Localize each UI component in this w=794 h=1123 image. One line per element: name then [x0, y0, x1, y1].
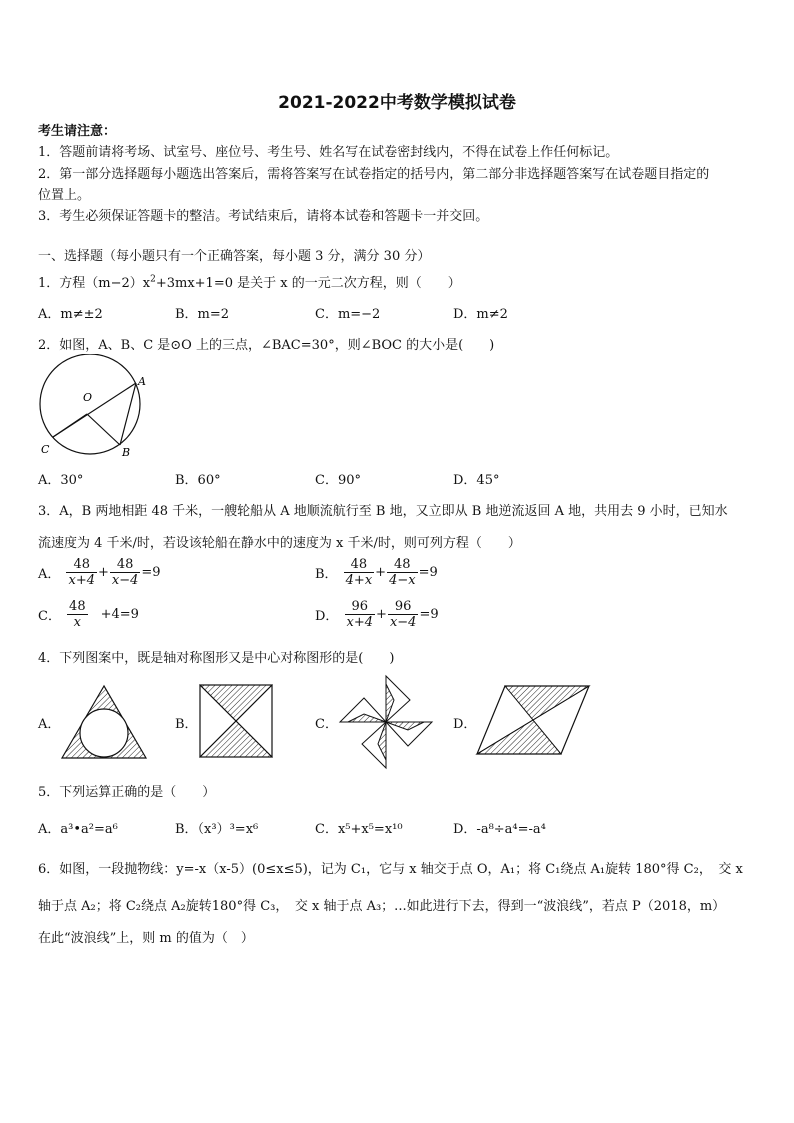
q2-option-a[interactable]: A．30° — [38, 473, 84, 488]
q5-option-a[interactable]: A．a³•a²=a⁶ — [38, 822, 118, 837]
q5-option-b[interactable]: B．（x³）³=x⁶ — [175, 822, 259, 837]
notice-item-2-cont: 位置上。 — [38, 188, 91, 203]
notice-item-1: 1．答题前请将考场、试室号、座位号、考生号、姓名写在试卷密封线内，不得在试卷上作任何标记。 — [38, 145, 619, 160]
q3-option-b[interactable]: B． $\frac{48}{4+x}$ + $\frac{48}{4-x}$ =9 — [315, 557, 438, 588]
notice-item-3: 3．考生必须保证答题卡的整洁。考试结束后，请将本试卷和答题卡一并交回。 — [38, 209, 489, 224]
section-heading: 一、选择题（每小题只有一个正确答案，每小题 3 分，满分 30 分） — [38, 249, 431, 264]
q3-b-label: B． — [315, 567, 338, 582]
q4-option-d[interactable]: D． — [453, 717, 477, 732]
q4-option-a[interactable]: A． — [38, 717, 61, 732]
fraction: $\frac{48}{x-4}$ — [111, 557, 139, 588]
q3-c-label: C． — [38, 609, 61, 624]
notice-heading: 考生请注意： — [38, 124, 117, 139]
q3-option-a[interactable]: A． $\frac{48}{x+4}$ + $\frac{48}{x-4}$ =9 — [38, 557, 161, 588]
notice-item-2: 2．第一部分选择题每小题选出答案后，需将答案写在试卷指定的括号内，第二部分非选择题答案写在试卷题目指定的 — [38, 167, 710, 182]
question-1-stem — [38, 272, 461, 291]
q3-option-d[interactable]: D． $\frac{96}{x+4}$ + $\frac{96}{x-4}$ =9 — [315, 599, 439, 630]
q1-option-b[interactable]: B．m=2 — [175, 307, 230, 322]
fraction: $\frac{96}{x-4}$ — [389, 599, 417, 630]
circle-figure — [34, 354, 154, 462]
q1-stem-part-b: +3mx+1=0 是关于 x 的一元二次方程，则（ ） — [155, 276, 461, 291]
q1-exponent: 2 — [150, 274, 156, 285]
square-figure — [199, 684, 273, 758]
label-a: A — [138, 375, 146, 388]
fraction: $\frac{48}{x}$ — [69, 599, 86, 630]
question-6-line1: 6．如图，一段抛物线：y=-x（x-5）(0≤x≤5)，记为 C₁，它与 x 轴交于点 O，A₁；将 C₁绕点 A₁旋转 180°得 C₂， 交 x — [38, 862, 743, 877]
q2-option-b[interactable]: B．60° — [175, 473, 221, 488]
question-6-line2: 轴于点 A₂；将 C₂绕点 A₂旋转180°得 C₃， 交 x 轴于点 A₃；...如此进行下去，得到一“波浪线”，若点 P（2018，m） — [38, 899, 726, 914]
parallelogram-figure — [475, 684, 591, 756]
q1-option-d[interactable]: D．m≠2 — [453, 307, 508, 322]
fraction: $\frac{48}{x+4}$ — [68, 557, 95, 588]
question-3-stem-line2: 流速度为 4 千米/时，若设该轮船在静水中的速度为 x 千米/时，则可列方程（ ） — [38, 536, 521, 551]
question-3-stem-line1: 3．A，B 两地相距 48 千米，一艘轮船从 A 地顺流航行至 B 地，又立即从 B 地逆流返回 A 地，共用去 9 小时，已知水 — [38, 504, 728, 519]
q5-option-c[interactable]: C．x⁵+x⁵=x¹⁰ — [315, 822, 403, 837]
triangle-circle-figure — [60, 684, 148, 760]
label-o: O — [83, 391, 93, 404]
q4-option-c[interactable]: C． — [315, 717, 338, 732]
fraction: $\frac{48}{4+x}$ — [345, 557, 373, 588]
q2-option-d[interactable]: D．45° — [453, 473, 500, 488]
question-4-stem: 4．下列图案中，既是轴对称图形又是中心对称图形的是( ) — [38, 651, 395, 666]
segment-ob — [87, 414, 120, 445]
q4-option-b[interactable]: B． — [175, 717, 198, 732]
page-title: 2021-2022中考数学模拟试卷 — [278, 93, 516, 113]
question-6-line3: 在此“波浪线”上，则 m 的值为（ ） — [38, 931, 254, 946]
fraction: $\frac{48}{4-x}$ — [389, 557, 416, 588]
q5-option-d[interactable]: D．-a⁸÷a⁴=-a⁴ — [453, 822, 546, 837]
label-c: C — [41, 443, 50, 456]
q3-option-c[interactable]: C． $\frac{48}{x}$ +4=9 — [38, 599, 139, 630]
question-2-stem: 2．如图，A、B、C 是⊙O 上的三点，∠BAC=30°，则∠BOC 的大小是( ) — [38, 338, 495, 353]
q1-stem-part-a: 1．方程（m−2）x — [38, 276, 151, 291]
question-5-stem: 5．下列运算正确的是（ ） — [38, 785, 216, 800]
q2-option-c[interactable]: C．90° — [315, 473, 361, 488]
q3-d-label: D． — [315, 609, 339, 624]
pinwheel-figure — [338, 674, 434, 770]
circle-o — [40, 354, 140, 454]
q1-option-c[interactable]: C．m=−2 — [315, 307, 381, 322]
q3-a-label: A． — [38, 567, 61, 582]
fraction: $\frac{96}{x+4}$ — [346, 599, 374, 630]
q1-option-a[interactable]: A．m≠±2 — [38, 307, 103, 322]
label-b: B — [122, 446, 131, 459]
